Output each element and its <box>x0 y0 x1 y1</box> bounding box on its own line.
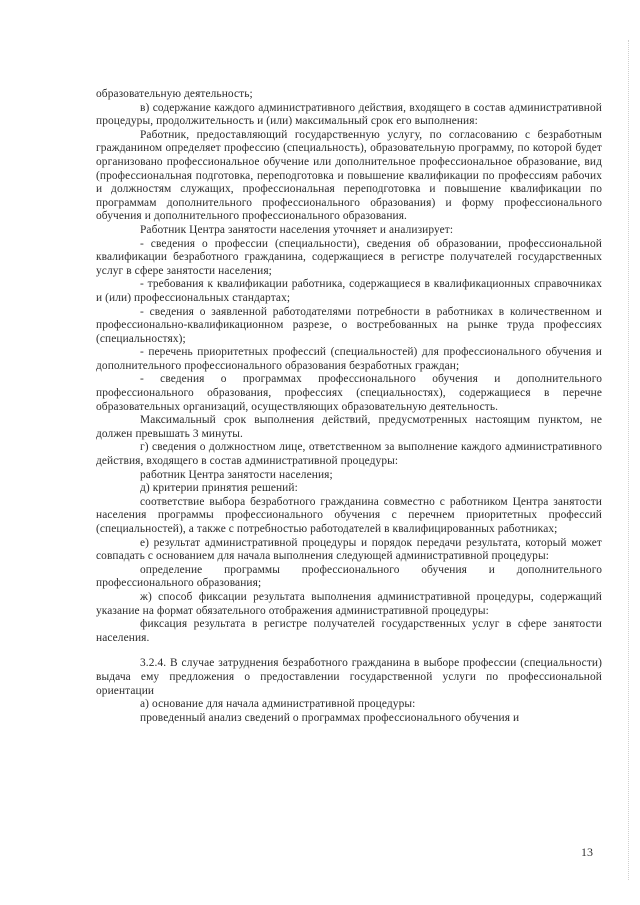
paragraph-1: образовательную деятельность; <box>96 88 253 100</box>
paragraph-7: - сведения о заявленной работодателями потребности в работниках в количественном и профессионально-квалификационном разрезе, о востребованных на рынке труда профессиях (специальностях); <box>96 305 602 345</box>
paragraph-3: Работник, предоставляющий государственную услугу, по согласованию с безработным гражданином определяет профессию (специальность), образовательную программу, по которой будет организовано профессиональное обучение или дополнительное профессиональное образование, вид (профессиональная подготовка, переподготовка и повышение квалификации по профессиям рабочих и должностям служащих, профессиональная переподготовка и повышение квалификации по программам дополнительного профессионального образования) и форму профессионального обучения и дополнительного профессионального образования. <box>96 128 602 223</box>
paragraph-9: - сведения о программах профессионального обучения и дополнительного профессионального образования, профессиях (специальностях), содержащиеся в перечне образовательных организаций, осуществляющих образовательную деятельность. <box>96 373 602 413</box>
paragraph-4: Работник Центра занятости населения уточняет и анализирует: <box>140 223 454 236</box>
paragraph-8: - перечень приоритетных профессий (специальностей) для профессионального обучения и дополнительного профессионального образования безработных граждан; <box>96 346 602 372</box>
paragraph-17: ж) способ фиксации результата выполнения административной процедуры, содержащий указание на формат обязательного отображения административной процедуры: <box>96 590 602 617</box>
paragraph-5: - сведения о профессии (специальности), сведения об образовании, профессиональной квалификации безработного гражданина, содержащиеся в регистре получателей государственных услуг в сфере занятости населения; <box>96 237 602 277</box>
paragraph-10: Максимальный срок выполнения действий, предусмотренных настоящим пунктом, не должен превышать 3 минуты. <box>96 414 602 440</box>
paragraph-21: проведенный анализ сведений о программах профессионального обучения и <box>140 711 520 724</box>
paragraph-6: - требования к квалификации работника, содержащиеся в квалификационных справочниках и (или) профессиональных стандартах; <box>96 278 602 304</box>
paragraph-12: работник Центра занятости населения; <box>140 468 333 481</box>
paragraph-11: г) сведения о должностном лице, ответственном за выполнение каждого административного действия, входящего в состав административной процедуры: <box>96 441 602 468</box>
paragraph-20: а) основание для начала административной процедуры: <box>140 698 416 711</box>
page-number: 13 <box>581 845 593 859</box>
scan-edge-marks <box>628 40 630 880</box>
paragraph-16: определение программы профессионального обучения и дополнительного профессионального образования; <box>96 563 602 590</box>
paragraph-19: 3.2.4. В случае затруднения безработного гражданина в выборе профессии (специальности) выдача ему предложения о предоставлении государственной услуги по профессиональной ориентации <box>96 657 602 697</box>
paragraph-13: д) критерии принятия решений: <box>140 482 298 495</box>
paragraph-14: соответствие выбора безработного гражданина совместно с работником Центра занятости населения программы профессионального обучения с перечнем приоритетных профессий (специальностей), а также с потребностью работодателей в квалифицированных работниках; <box>96 495 602 535</box>
document-body <box>96 88 602 725</box>
paragraph-18: фиксация результата в регистре получателей государственных услуг в сфере занятости населения. <box>96 618 602 644</box>
paragraph-2: в) содержание каждого административного действия, входящего в состав административной процедуры, продолжительность и (или) максимальный срок его выполнения: <box>96 101 602 128</box>
paragraph-15: е) результат административной процедуры и порядок передачи результата, который может совпадать с основанием для начала выполнения следующей административной процедуры: <box>96 536 602 563</box>
